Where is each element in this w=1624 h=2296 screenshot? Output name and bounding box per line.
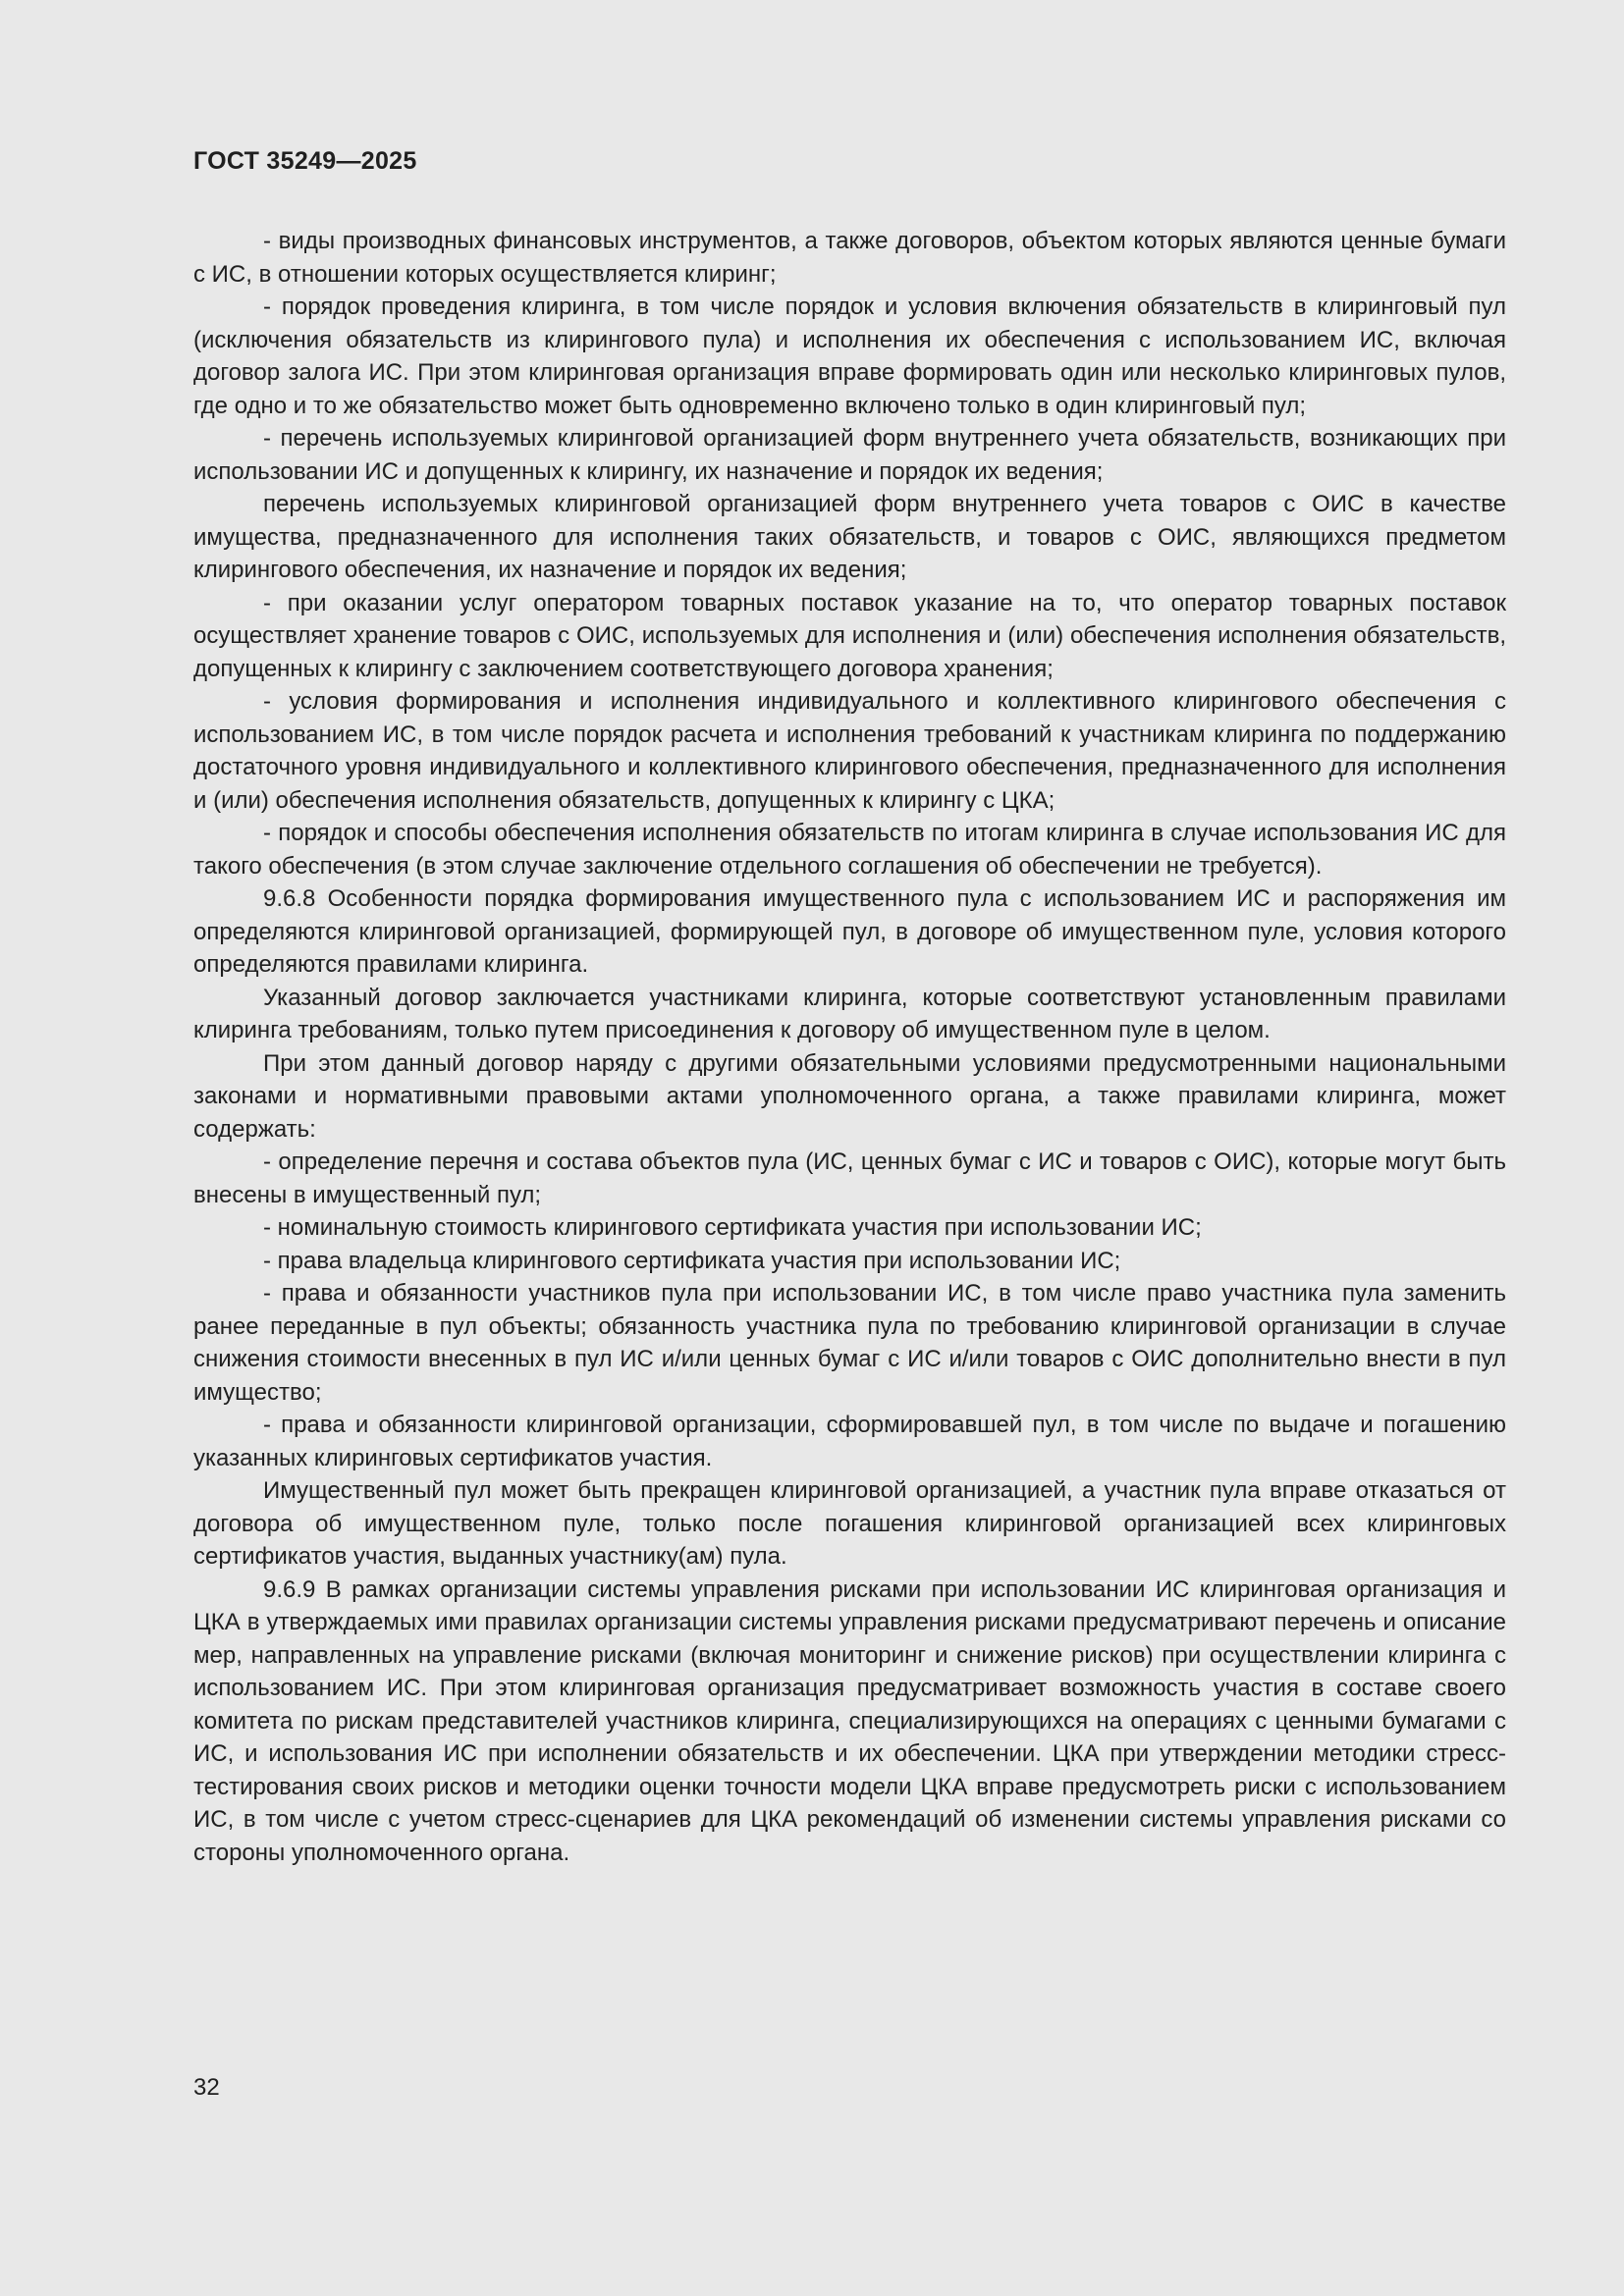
paragraph: 9.6.8 Особенности порядка формирования имущественного пула с использованием ИС и распоряжения им определяются клиринговой организацией, формирующей пул, в договоре об имущественном пуле, условия которого определяются правилами клиринга. xyxy=(193,885,1506,978)
paragraph: При этом данный договор наряду с другими обязательными условиями предусмотренными национальными законами и нормативными правовыми актами уполномоченного органа, а также правилами клиринга, может содержать: xyxy=(193,1049,1506,1143)
paragraph: перечень используемых клиринговой организацией форм внутреннего учета товаров с ОИС в качестве имущества, предназначенного для исполнения таких обязательств, и товаров с ОИС, являющихся предметом клирингового обеспечения, их назначение и порядок их ведения; xyxy=(193,491,1506,583)
document-header: ГОСТ 35249—2025 xyxy=(193,147,417,175)
paragraph: - виды производных финансовых инструментов, а также договоров, объектом которых являются ценные бумаги с ИС, в отношении которых осуществляется клиринг; xyxy=(193,228,1506,288)
paragraph: - порядок и способы обеспечения исполнения обязательств по итогам клиринга в случае использования ИС для такого обеспечения (в этом случае заключение отдельного соглашения об обеспечении не требуется). xyxy=(193,820,1506,880)
paragraph: - определение перечня и состава объектов пула (ИС, ценных бумаг с ИС и товаров с ОИС), которые могут быть внесены в имущественный пул; xyxy=(193,1148,1506,1208)
paragraph: - права и обязанности клиринговой организации, сформировавшей пул, в том числе по выдаче и погашению указанных клиринговых сертификатов участия. xyxy=(193,1412,1506,1471)
paragraph: - права и обязанности участников пула при использовании ИС, в том числе право участника пула заменить ранее переданные в пул объекты; обязанность участника пула по требованию клиринговой организации в случае снижения стоимости внесенных в пул ИС и/или ценных бумаг с ИС и/или товаров с ОИС дополнительно внести в пул имущество; xyxy=(193,1280,1506,1406)
paragraph: Имущественный пул может быть прекращен клиринговой организацией, а участник пула вправе отказаться от договора об имущественном пуле, только после погашения клиринговой организацией всех клиринговых сертификатов участия, выданных участнику(ам) пула. xyxy=(193,1477,1506,1570)
document-body xyxy=(193,225,1506,1869)
paragraph: - порядок проведения клиринга, в том числе порядок и условия включения обязательств в клиринговый пул (исключения обязательств из клирингового пула) и исполнения их обеспечения с использованием ИС, включая договор залога ИС. При этом клиринговая организация вправе формировать один или несколько клиринговых пулов, где одно и то же обязательство может быть одновременно включено только в один клиринговый пул; xyxy=(193,294,1506,419)
paragraph: - номинальную стоимость клирингового сертификата участия при использовании ИС; xyxy=(263,1214,1202,1241)
paragraph: - перечень используемых клиринговой организацией форм внутреннего учета обязательств, возникающих при использовании ИС и допущенных к клирингу, их назначение и порядок их ведения; xyxy=(193,425,1506,485)
paragraph: - при оказании услуг оператором товарных поставок указание на то, что оператор товарных поставок осуществляет хранение товаров с ОИС, используемых для исполнения и (или) обеспечения исполнения обязательств, допущенных к клирингу с заключением соответствующего договора хранения; xyxy=(193,589,1506,682)
paragraph: Указанный договор заключается участниками клиринга, которые соответствуют установленным правилами клиринга требованиям, только путем присоединения к договору об имущественном пуле в целом. xyxy=(193,984,1506,1043)
paragraph: - условия формирования и исполнения индивидуального и коллективного клирингового обеспечения с использованием ИС, в том числе порядок расчета и исполнения требований к участникам клиринга по поддержанию достаточного уровня индивидуального и коллективного клирингового обеспечения, предназначенного для исполнения и (или) обеспечения исполнения обязательств, допущенных к клирингу с ЦКА; xyxy=(193,688,1506,814)
page-number: 32 xyxy=(193,2074,220,2101)
paragraph: 9.6.9 В рамках организации системы управления рисками при использовании ИС клиринговая организация и ЦКА в утверждаемых ими правилах организации системы управления рисками предусматривают перечень и описание мер, направленных на управление рисками (включая мониторинг и снижение рисков) при осуществлении клиринга с использованием ИС. При этом клиринговая организация предусматривает возможность участия в составе своего комитета по рискам представителей участников клиринга, специализирующихся на операциях с ценными бумагами с ИС, и использования ИС при исполнении обязательств и их обеспечении. ЦКА при утверждении методики стресс-тестирования своих рисков и методики оценки точности модели ЦКА вправе предусмотреть риски с использованием ИС, в том числе с учетом стресс-сценариев для ЦКА рекомендаций об изменении системы управления рисками со стороны уполномоченного органа. xyxy=(193,1575,1506,1866)
paragraph: - права владельца клирингового сертификата участия при использовании ИС; xyxy=(263,1247,1121,1274)
